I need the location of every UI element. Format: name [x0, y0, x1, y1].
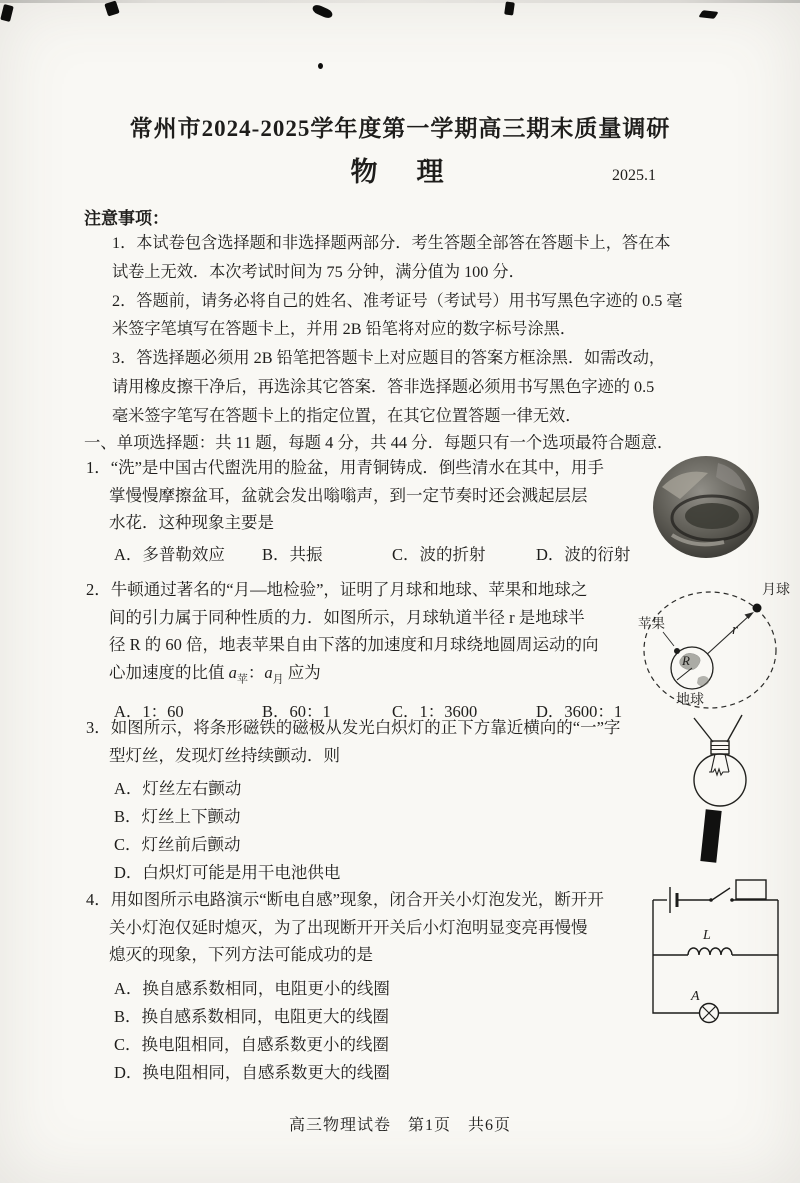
question-text-line: 3．如图所示，将条形磁铁的磁极从发光白炽灯的正下方靠近横向的“一”字 [86, 718, 621, 737]
q3-options [114, 775, 620, 887]
q4-option-c: C．换电阻相同，自感系数更小的线圈 [114, 1034, 390, 1054]
note-line: 米签字笔填写在答题卡上，并用 2B 铅笔将对应的数字标号涂黑． [112, 320, 577, 339]
subject-title: 物 理 [350, 157, 450, 187]
inductor-coil [688, 948, 732, 955]
R-label: R [682, 653, 690, 668]
bar-magnet [700, 809, 721, 862]
section-one-heading: 一、单项选择题：共 11 题，每题 4 分，共 44 分．每题只有一个选项最符合题意． [84, 433, 674, 452]
resistor-box [736, 880, 766, 899]
exam-date: 2025.1 [612, 167, 656, 184]
exam-title: 常州市2024-2025学年度第一学期高三期末质量调研 [129, 116, 671, 141]
question-text-line: 熄灭的现象，下列方法可能成功的是 [109, 945, 373, 965]
note-line: 3．答选择题必须用 2B 铅笔把答题卡上对应题目的答案方框涂黑．如需改动， [112, 349, 666, 368]
earth-continent [697, 676, 709, 686]
q3-option-b: B．灯丝上下颤动 [114, 807, 241, 827]
q2-option-d: D．3600：1 [536, 701, 623, 721]
note-line: 2．答题前，请务必将自己的姓名、准考证号（考试号）用书写黑色字迹的 0.5 毫 [112, 291, 683, 310]
q3-option-d: D．白炽灯可能是用干电池供电 [114, 862, 341, 882]
scan-mark [104, 0, 119, 16]
note-line: 请用橡皮擦干净后，再选涂其它答案．答非选择题必须用书写黑色字迹的 0.5 [112, 377, 655, 396]
apple-label: 苹果 [638, 616, 665, 631]
hanging-wire [694, 718, 713, 742]
ratio-subscript: 苹 [236, 673, 248, 686]
question-3 [86, 714, 620, 887]
moon-dot [753, 604, 762, 613]
q1-option-c: C．波的折射 [392, 544, 486, 564]
q1-bronze-basin-photo [652, 455, 760, 559]
question-text-line: 2．牛顿通过著名的“月—地检验”，证明了月球和地球、苹果和地球之 [86, 580, 588, 599]
question-text-line: 型灯丝，发现灯丝持续颤动．则 [109, 745, 340, 765]
inductor-label: L [703, 928, 711, 943]
question-text-line: 1．“洗”是中国古代盥洗用的脸盆，用青铜铸成．倒些清水在其中，用手 [86, 458, 604, 477]
scan-mark [504, 1, 515, 15]
switch-blade [712, 888, 730, 900]
page-footer: 高三物理试卷 第1页 共6页 [288, 1117, 511, 1134]
scan-mark [0, 4, 14, 22]
scan-mark [311, 3, 334, 20]
question-1 [86, 454, 630, 568]
question-2 [86, 576, 622, 725]
q1-option-d: D．波的衍射 [536, 544, 631, 564]
q4-option-d: D．换电阻相同，自感系数更大的线圈 [114, 1062, 390, 1082]
q4-options [114, 975, 604, 1087]
basin-water [685, 503, 739, 529]
ratio-colon: ： [247, 662, 265, 682]
r-label: r [732, 622, 738, 638]
question-text-line [109, 659, 622, 694]
q4-option-b: B．换自感系数相同，电阻更大的线圈 [114, 1006, 390, 1026]
circuit-wire [653, 900, 778, 1013]
question-text-line: 掌慢慢摩擦盆耳，盆就会发出嗡嗡声，到一定节奏时还会溅起层层 [109, 485, 588, 505]
moon-label: 月球 [762, 583, 790, 598]
ratio-text: 应为 [283, 662, 321, 682]
question-text-line: 径 R 的 60 倍，地表苹果自由下落的加速度和月球绕地圆周运动的向 [109, 635, 599, 655]
q2-moon-earth-diagram [618, 570, 796, 712]
question-4 [86, 886, 604, 1086]
note-line: 1．本试卷包含选择题和非选择题两部分．考生答题全部答在答题卡上，答在本 [112, 234, 671, 252]
scan-mark [318, 63, 323, 69]
ratio-subscript: 月 [272, 673, 284, 686]
notes-heading: 注意事项： [84, 209, 169, 228]
question-text-line: 水花．这种现象主要是 [109, 513, 274, 533]
hanging-wire [727, 715, 742, 742]
q3-option-a: A．灯丝左右颤动 [114, 779, 242, 799]
notes-body [112, 229, 683, 431]
q2-option-b: B．60：1 [262, 701, 331, 721]
note-line: 试卷上无效．本次考试时间为 75 分钟，满分值为 100 分． [112, 262, 525, 281]
q3-option-c: C．灯丝前后颤动 [114, 835, 241, 854]
q4-circuit-diagram [634, 876, 790, 1028]
question-text-line: 间的引力属于同种性质的力．如图所示，月球轨道半径 r 是地球半 [109, 607, 585, 627]
bulb-globe [694, 754, 746, 806]
switch-contact [709, 898, 713, 902]
question-text-line: 关小灯泡仅延时熄灭，为了出现断开开关后小灯泡明显变亮再慢慢 [109, 917, 588, 937]
scan-mark [698, 10, 718, 19]
q2-option-c: C．1：3600 [392, 701, 478, 721]
ratio-variable: a [264, 662, 273, 682]
earth-label: 地球 [676, 693, 704, 708]
q3-bulb-magnet-figure [686, 714, 750, 874]
radius-r-arrowhead [745, 612, 755, 619]
q1-options [114, 541, 630, 569]
bulb-base [711, 741, 729, 754]
apple-pointer-line [663, 632, 674, 646]
ratio-text: 心加速度的比值 [109, 662, 229, 682]
question-text-line: 4．用如图所示电路演示“断电自感”现象，闭合开关小灯泡发光，断开开 [86, 890, 604, 909]
lamp-label: A [691, 989, 700, 1004]
q1-option-b: B．共振 [262, 544, 323, 564]
switch-contact [730, 898, 734, 902]
apple-dot [674, 648, 680, 654]
q2-option-a: A．1：60 [114, 701, 184, 721]
ratio-variable: a [228, 662, 237, 682]
q4-option-a: A．换自感系数相同，电阻更小的线圈 [114, 978, 390, 998]
note-line: 毫米签字笔写在答题卡上的指定位置，在其它位置答题一律无效． [112, 406, 582, 425]
q1-option-a: A．多普勒效应 [114, 544, 225, 564]
filament-lead [725, 754, 729, 772]
